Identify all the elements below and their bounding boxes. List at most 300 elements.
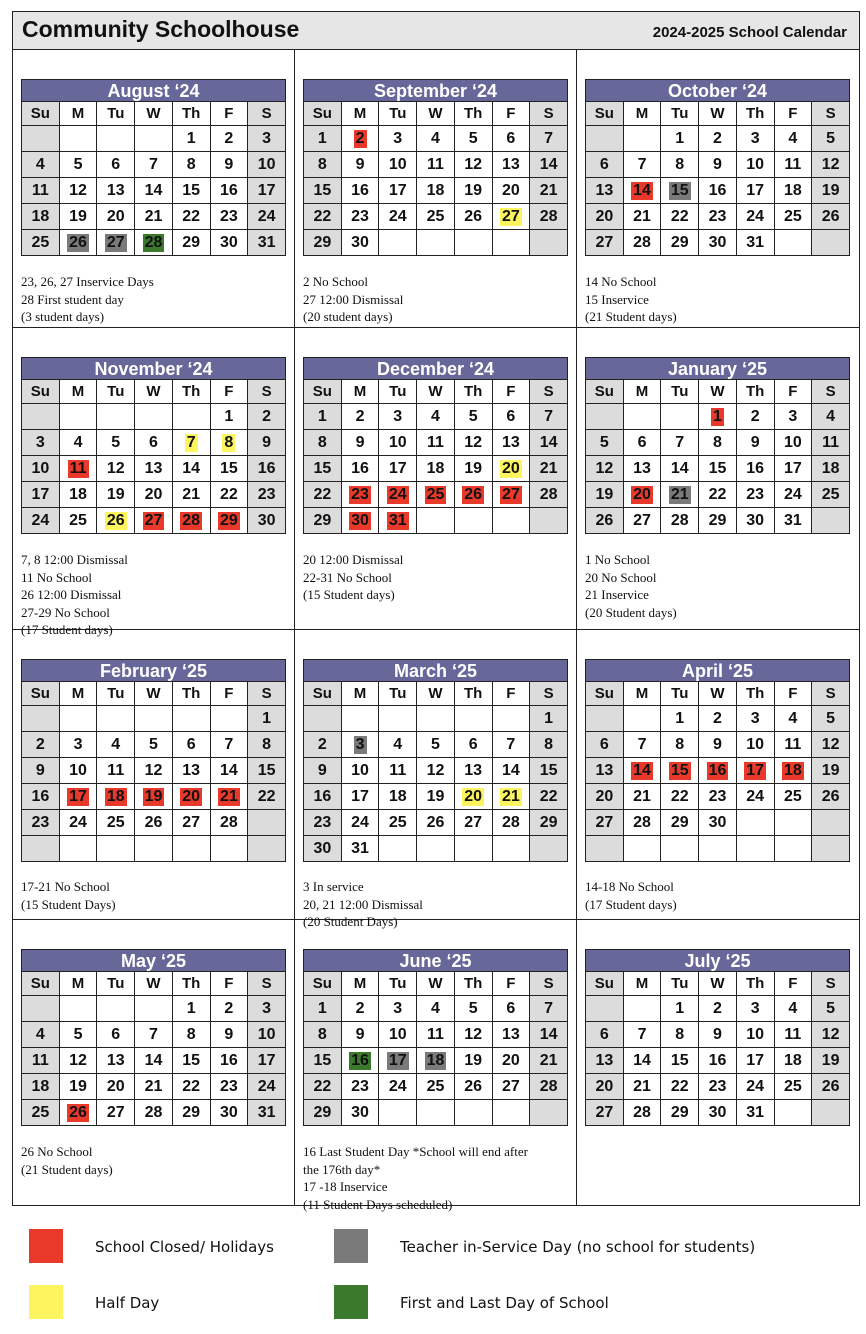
day-cell: 25 [774, 204, 812, 230]
day-cell: 25 [22, 1100, 60, 1126]
empty-day-cell [623, 706, 661, 732]
day-cell: 2 [699, 126, 737, 152]
day-cell: 29 [304, 1100, 342, 1126]
week-row [586, 1022, 850, 1048]
day-cell: 29 [661, 810, 699, 836]
day-cell: 3 [774, 404, 812, 430]
month-calendar [21, 357, 286, 534]
day-cell: 10 [59, 758, 97, 784]
day-cell: 10 [379, 430, 417, 456]
day-cell: 21 [530, 178, 568, 204]
day-cell: 14 [623, 1048, 661, 1074]
day-mark-closed: 27 [144, 511, 163, 529]
empty-day-cell [248, 810, 286, 836]
week-row [22, 204, 286, 230]
note-line: 14-18 No School [585, 879, 674, 894]
day-cell: 8 [172, 1022, 210, 1048]
day-cell: 25 [774, 1074, 812, 1100]
month-calendar [303, 949, 568, 1126]
week-row [304, 1048, 568, 1074]
day-cell: 15 [530, 758, 568, 784]
day-cell: 27 [454, 810, 492, 836]
month-notes [21, 878, 289, 913]
day-cell: 15 [304, 178, 342, 204]
day-cell: 16 [341, 178, 379, 204]
day-cell: 11 [417, 1022, 455, 1048]
weekday-label: W [417, 972, 455, 996]
weekday-label: F [210, 972, 248, 996]
empty-day-cell [812, 230, 850, 256]
day-cell: 12 [59, 1048, 97, 1074]
month-notes [21, 273, 289, 326]
month-cell [577, 920, 859, 1205]
day-mark-closed: 11 [69, 459, 87, 477]
weekday-label: F [492, 380, 530, 404]
day-cell: 23 [22, 810, 60, 836]
day-mark-closed: 17 [69, 787, 87, 805]
day-cell: 25 [774, 784, 812, 810]
empty-day-cell [59, 836, 97, 862]
week-row [586, 404, 850, 430]
day-cell: 1 [530, 706, 568, 732]
day-cell: 14 [530, 430, 568, 456]
empty-day-cell [59, 126, 97, 152]
empty-day-cell [210, 836, 248, 862]
day-cell: 31 [736, 1100, 774, 1126]
month-calendar [303, 79, 568, 256]
day-cell [341, 1048, 379, 1074]
day-cell: 14 [210, 758, 248, 784]
note-line: 23, 26, 27 Inservice Days [21, 274, 154, 289]
day-cell: 11 [774, 732, 812, 758]
day-cell [341, 508, 379, 534]
day-cell: 12 [97, 456, 135, 482]
weekday-label: Tu [379, 380, 417, 404]
empty-day-cell [379, 836, 417, 862]
weekday-label: Su [22, 972, 60, 996]
weekday-label: F [774, 972, 812, 996]
week-row [304, 784, 568, 810]
day-cell: 5 [135, 732, 173, 758]
week-row [22, 836, 286, 862]
week-row [304, 836, 568, 862]
day-cell: 23 [736, 482, 774, 508]
day-cell: 9 [210, 152, 248, 178]
day-cell: 1 [661, 996, 699, 1022]
month-cell [13, 50, 295, 328]
empty-day-cell [454, 508, 492, 534]
day-cell: 30 [210, 1100, 248, 1126]
weekday-label: M [341, 972, 379, 996]
day-cell: 23 [699, 1074, 737, 1100]
empty-day-cell [492, 1100, 530, 1126]
note-line: 27 12:00 Dismissal [303, 291, 404, 307]
note-line: 3 In service [303, 879, 364, 894]
month-table [21, 971, 286, 1126]
day-mark-closed: 20 [182, 787, 201, 805]
day-cell: 22 [304, 204, 342, 230]
week-row [586, 508, 850, 534]
month-table [21, 101, 286, 256]
empty-day-cell [172, 706, 210, 732]
day-cell: 5 [59, 1022, 97, 1048]
week-row [22, 1100, 286, 1126]
weekday-header-row [586, 380, 850, 404]
month-cell [13, 920, 295, 1205]
day-mark-closed: 26 [464, 485, 483, 503]
day-cell: 29 [304, 508, 342, 534]
weekday-label: F [210, 682, 248, 706]
month-table [303, 971, 568, 1126]
note-line: 26 No School [21, 1144, 93, 1159]
month-notes [585, 878, 853, 913]
month-calendar [585, 79, 850, 256]
weekday-label: Tu [661, 380, 699, 404]
day-mark-half: 21 [501, 787, 520, 805]
weekday-label: W [417, 682, 455, 706]
month-calendar [303, 357, 568, 534]
weekday-label: F [210, 380, 248, 404]
note-line: 20, 21 12:00 Dismissal [303, 896, 423, 912]
empty-day-cell [530, 836, 568, 862]
weekday-label: Tu [379, 972, 417, 996]
header [13, 12, 859, 50]
day-cell: 3 [248, 996, 286, 1022]
day-cell: 6 [492, 126, 530, 152]
empty-day-cell [736, 810, 774, 836]
day-cell: 29 [172, 230, 210, 256]
note-line: the 176th day* [303, 1161, 381, 1177]
day-mark-closed: 19 [144, 787, 163, 805]
weekday-label: M [623, 380, 661, 404]
month-notes [21, 1143, 289, 1178]
day-mark-half: 8 [224, 433, 234, 451]
empty-day-cell [22, 706, 60, 732]
day-cell [341, 126, 379, 152]
weekday-label: Tu [379, 102, 417, 126]
day-cell: 4 [417, 404, 455, 430]
empty-day-cell [492, 230, 530, 256]
weekday-label: Th [454, 102, 492, 126]
empty-day-cell [210, 706, 248, 732]
note-line: (15 Student days) [303, 587, 395, 602]
month-title: November ‘24 [21, 357, 286, 379]
day-cell: 29 [304, 230, 342, 256]
day-cell: 12 [454, 1022, 492, 1048]
day-cell: 24 [59, 810, 97, 836]
week-row [22, 732, 286, 758]
day-cell [492, 456, 530, 482]
empty-day-cell [172, 836, 210, 862]
month-title: February ‘25 [21, 659, 286, 681]
calendar-frame [12, 11, 860, 1212]
day-cell: 5 [59, 152, 97, 178]
week-row [22, 456, 286, 482]
month-title: May ‘25 [21, 949, 286, 971]
week-row [586, 1048, 850, 1074]
day-cell: 30 [699, 230, 737, 256]
day-cell: 3 [248, 126, 286, 152]
day-mark-half: 20 [501, 459, 520, 477]
day-cell: 24 [736, 204, 774, 230]
weekday-label: W [135, 972, 173, 996]
day-cell: 30 [341, 230, 379, 256]
day-mark-closed: 14 [633, 761, 651, 779]
day-cell: 2 [210, 126, 248, 152]
month-title: January ‘25 [585, 357, 850, 379]
week-row [304, 178, 568, 204]
day-cell: 6 [135, 430, 173, 456]
weekday-label: Th [172, 380, 210, 404]
day-cell: 20 [492, 1048, 530, 1074]
weekday-label: S [812, 972, 850, 996]
weekday-header-row [304, 380, 568, 404]
week-row [586, 758, 850, 784]
day-cell [492, 784, 530, 810]
month-calendar [21, 659, 286, 862]
day-cell: 2 [304, 732, 342, 758]
day-cell: 1 [172, 126, 210, 152]
empty-day-cell [661, 404, 699, 430]
month-title: September ‘24 [303, 79, 568, 101]
empty-day-cell [417, 508, 455, 534]
day-cell: 13 [623, 456, 661, 482]
day-cell [59, 230, 97, 256]
day-cell [661, 482, 699, 508]
note-line: 14 No School [585, 274, 657, 289]
day-mark-closed: 20 [633, 485, 651, 503]
day-cell: 10 [341, 758, 379, 784]
day-cell: 8 [172, 152, 210, 178]
weekday-label: Th [454, 682, 492, 706]
empty-day-cell [135, 836, 173, 862]
day-cell: 19 [59, 204, 97, 230]
empty-day-cell [454, 836, 492, 862]
day-cell [97, 508, 135, 534]
month-cell [13, 630, 295, 920]
note-line: 28 First student day [21, 291, 124, 307]
empty-day-cell [623, 404, 661, 430]
week-row [304, 1074, 568, 1100]
day-mark-closed: 2 [355, 129, 365, 147]
week-row [304, 204, 568, 230]
empty-day-cell [774, 810, 812, 836]
empty-day-cell [97, 996, 135, 1022]
weekday-label: Th [172, 972, 210, 996]
weekday-label: M [341, 102, 379, 126]
day-cell: 13 [172, 758, 210, 784]
weekday-label: Su [22, 102, 60, 126]
day-cell: 18 [812, 456, 850, 482]
day-cell: 24 [774, 482, 812, 508]
month-cell [295, 630, 577, 929]
week-row [22, 1074, 286, 1100]
day-cell: 4 [774, 126, 812, 152]
day-cell: 18 [417, 456, 455, 482]
week-row [22, 404, 286, 430]
day-cell: 21 [623, 1074, 661, 1100]
day-cell: 11 [22, 1048, 60, 1074]
day-mark-inservice: 3 [355, 735, 365, 753]
day-cell: 20 [586, 784, 624, 810]
empty-day-cell [530, 1100, 568, 1126]
day-cell: 14 [492, 758, 530, 784]
day-cell: 22 [210, 482, 248, 508]
empty-day-cell [530, 230, 568, 256]
day-cell: 22 [661, 204, 699, 230]
note-line: 15 Inservice [585, 291, 649, 307]
empty-day-cell [248, 836, 286, 862]
weekday-label: Tu [97, 972, 135, 996]
day-cell: 18 [774, 178, 812, 204]
month-notes [303, 551, 571, 604]
empty-day-cell [379, 1100, 417, 1126]
day-cell [417, 482, 455, 508]
weekday-label: Th [172, 682, 210, 706]
day-cell [379, 1048, 417, 1074]
day-cell: 18 [22, 204, 60, 230]
weekday-label: S [248, 682, 286, 706]
day-cell: 27 [586, 1100, 624, 1126]
day-cell: 31 [248, 230, 286, 256]
note-line: (3 student days) [21, 309, 105, 324]
day-cell: 8 [699, 430, 737, 456]
day-cell: 26 [135, 810, 173, 836]
day-cell: 3 [736, 996, 774, 1022]
empty-day-cell [586, 836, 624, 862]
note-line: (20 student days) [303, 309, 393, 324]
day-cell: 22 [530, 784, 568, 810]
weekday-label: Su [304, 682, 342, 706]
weekday-label: F [492, 102, 530, 126]
day-cell: 27 [623, 508, 661, 534]
day-cell: 17 [736, 178, 774, 204]
day-cell: 9 [699, 152, 737, 178]
month-notes [21, 551, 289, 639]
day-cell: 3 [59, 732, 97, 758]
week-row [304, 152, 568, 178]
day-mark-inservice: 15 [670, 181, 689, 199]
day-cell: 9 [699, 1022, 737, 1048]
month-cell [577, 50, 859, 328]
day-cell [623, 758, 661, 784]
day-cell: 25 [97, 810, 135, 836]
note-line: (17 Student days) [21, 622, 113, 637]
weekday-header-row [22, 380, 286, 404]
note-line: 21 Inservice [585, 587, 649, 602]
week-row [586, 482, 850, 508]
day-cell: 8 [304, 1022, 342, 1048]
month-table [585, 681, 850, 862]
day-cell [492, 482, 530, 508]
day-cell: 5 [586, 430, 624, 456]
day-cell: 16 [736, 456, 774, 482]
day-cell [699, 758, 737, 784]
day-cell [379, 482, 417, 508]
empty-day-cell [97, 836, 135, 862]
day-cell: 26 [417, 810, 455, 836]
day-cell: 15 [172, 1048, 210, 1074]
day-cell: 7 [623, 1022, 661, 1048]
day-cell: 22 [172, 1074, 210, 1100]
day-cell: 4 [417, 126, 455, 152]
weekday-label: Tu [97, 682, 135, 706]
weekday-label: Su [22, 682, 60, 706]
empty-day-cell [492, 508, 530, 534]
weekday-label: F [210, 102, 248, 126]
month-notes [303, 1143, 571, 1213]
weekday-label: Tu [661, 972, 699, 996]
day-cell [492, 204, 530, 230]
day-mark-closed: 30 [351, 511, 369, 529]
day-cell: 4 [812, 404, 850, 430]
empty-day-cell [492, 836, 530, 862]
week-row [304, 456, 568, 482]
empty-day-cell [417, 706, 455, 732]
empty-day-cell [304, 706, 342, 732]
week-row [304, 430, 568, 456]
day-cell: 7 [135, 1022, 173, 1048]
day-cell: 8 [661, 152, 699, 178]
day-cell: 7 [623, 152, 661, 178]
day-mark-closed: 28 [182, 511, 201, 529]
week-row [586, 732, 850, 758]
week-row [22, 996, 286, 1022]
green-square-icon [334, 1285, 368, 1319]
weekday-label: Th [454, 972, 492, 996]
day-cell: 25 [417, 204, 455, 230]
day-cell: 24 [379, 204, 417, 230]
day-cell [623, 178, 661, 204]
day-cell: 2 [736, 404, 774, 430]
week-row [586, 456, 850, 482]
week-row [304, 758, 568, 784]
day-cell: 16 [699, 1048, 737, 1074]
day-cell: 25 [812, 482, 850, 508]
day-cell: 16 [248, 456, 286, 482]
day-cell: 7 [623, 732, 661, 758]
day-cell: 28 [623, 230, 661, 256]
week-row [586, 1100, 850, 1126]
day-cell: 15 [304, 456, 342, 482]
day-cell: 5 [812, 126, 850, 152]
day-cell: 22 [304, 482, 342, 508]
day-cell [774, 758, 812, 784]
day-cell: 14 [135, 178, 173, 204]
day-cell: 31 [774, 508, 812, 534]
week-row [22, 508, 286, 534]
month-title: July ‘25 [585, 949, 850, 971]
empty-day-cell [135, 706, 173, 732]
week-row [304, 404, 568, 430]
day-cell: 5 [454, 404, 492, 430]
day-cell: 2 [341, 996, 379, 1022]
weekday-label: Su [586, 380, 624, 404]
day-cell: 28 [135, 1100, 173, 1126]
day-mark-closed: 14 [633, 181, 651, 199]
note-line: 20 12:00 Dismissal [303, 552, 404, 567]
day-cell: 5 [97, 430, 135, 456]
month-cell [577, 328, 859, 630]
empty-day-cell [661, 836, 699, 862]
weekday-label: M [623, 682, 661, 706]
month-title: June ‘25 [303, 949, 568, 971]
day-cell: 25 [22, 230, 60, 256]
day-cell: 18 [774, 1048, 812, 1074]
day-cell: 26 [454, 1074, 492, 1100]
day-cell: 24 [379, 1074, 417, 1100]
day-cell: 3 [736, 706, 774, 732]
